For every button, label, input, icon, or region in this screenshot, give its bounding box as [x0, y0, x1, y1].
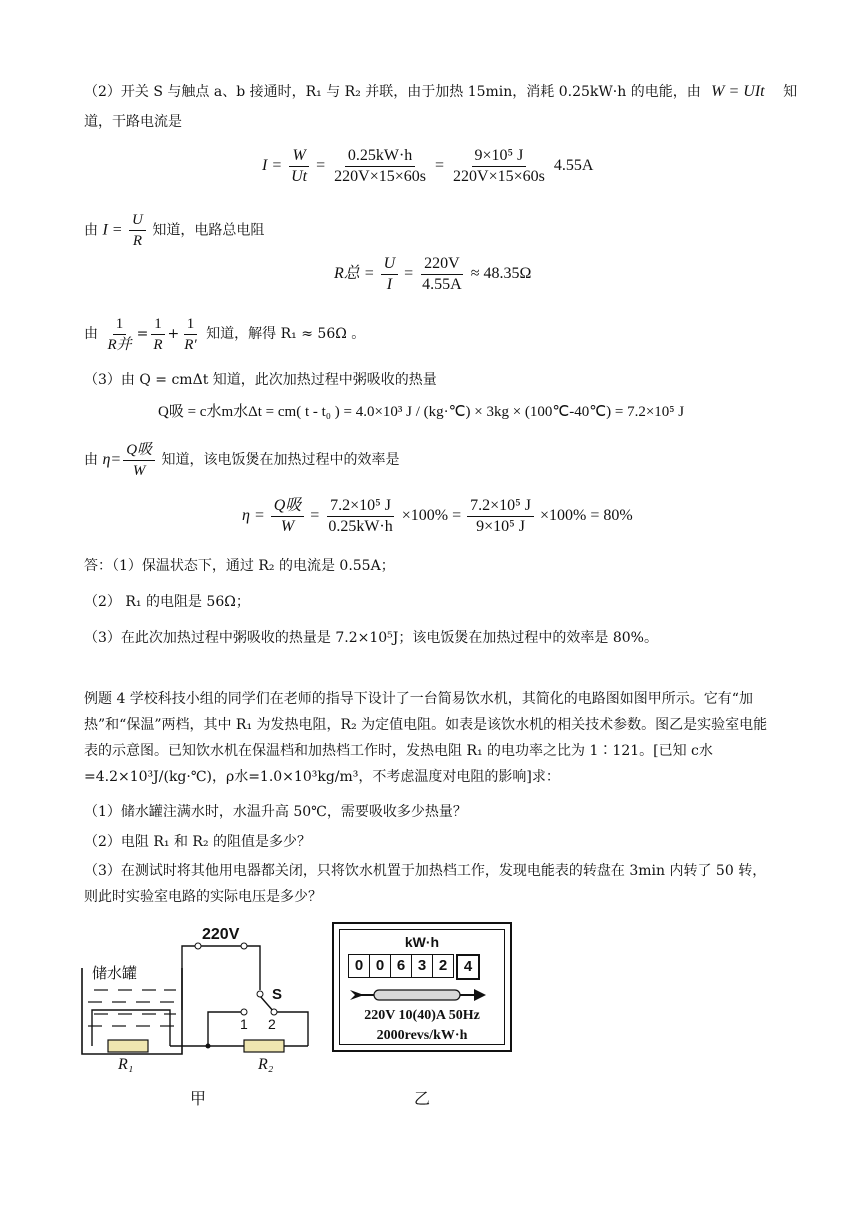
frac-num: Q吸	[271, 496, 305, 517]
fraction	[288, 146, 310, 187]
part3-line1: （3）由 Q = cmΔt 知道，此次加热过程中粥吸收的热量	[84, 372, 437, 388]
contact-1-label: 1	[240, 1016, 248, 1032]
text-you: 由	[84, 452, 98, 468]
meter-unit: kW·h	[404, 934, 440, 950]
frac-den: 220V×15×60s	[453, 168, 545, 185]
text-you: 由	[84, 222, 98, 239]
part3-line2	[84, 438, 399, 482]
part2-text4-tail: 知道，解得 R₁ ≈ 56Ω	[206, 326, 347, 342]
example4-paragraph: 例题 4 学校科技小组的同学们在老师的指导下设计了一台简易饮水机，其简化的电路图如图甲所示。它有“加热”和“保温”两档，其中 R₁ 为发热电阻，R₂ 为定值电阻。如表是该饮水机的相关技术参数。图乙是实验室电能表的示意图。已知饮水机在保温档和加热档工作时，发热电阻 R₁ 的电功率之比为 1∶121。[已知 c水=4.2×10³J/(kg·℃)，ρ水=1.0×10³kg/m³，不考虑温度对电阻的影响]求：	[84, 691, 768, 785]
answer-2: （2） R₁ 的电阻是 56Ω；	[84, 594, 250, 610]
example4-question-3: （3）在测试时将其他用电器都关闭，只将饮水机置于加热档工作，发现电能表的转盘在 3min 内转了 50 转，则此时实验室电路的实际电压是多少？	[84, 863, 767, 905]
junction	[206, 1044, 211, 1049]
frac-num: 220V	[421, 254, 463, 275]
fraction	[271, 496, 305, 537]
frac-den: W	[132, 462, 146, 479]
formula-current-result: 4.55A	[553, 157, 594, 175]
energy-meter	[332, 922, 512, 1052]
frac-den: R并	[107, 336, 132, 353]
answer-3: （3）在此次加热过程中粥吸收的热量是 7.2×10⁵J；该电饭煲在加热过程中的效率是 80%。	[84, 630, 658, 646]
fraction	[419, 254, 465, 295]
tank-label: 储水罐	[92, 964, 138, 982]
fraction	[467, 496, 534, 537]
meter-spec-1: 220V 10(40)A 50Hz	[364, 1008, 480, 1023]
frac-den: 4.55A	[422, 276, 462, 293]
answer-1: 答：（1）保温状态下，通过 R₂ 的电流是 0.55A；	[84, 558, 395, 574]
part2-line1	[84, 82, 797, 102]
frac-den: Ut	[291, 168, 308, 185]
text-you: 由	[84, 326, 98, 342]
frac-num: Q吸	[123, 440, 155, 461]
meter-disk-icon	[350, 984, 500, 1006]
meter-spec-2: 2000revs/kW·h	[376, 1028, 468, 1043]
part2-text1: （2）开关 S 与触点 a、b 接通时，R₁ 与 R₂ 并联，由于加热 15min，消耗 0.25kW·h 的电能，由	[84, 84, 701, 100]
frac-den: 0.25kW·h	[328, 518, 393, 535]
frac-num: 1	[113, 314, 127, 335]
frac-den: R	[153, 336, 163, 353]
eta-lhs: η=	[102, 451, 122, 468]
formula-heat: Q吸 = c水m水Δt = cm( t - t₀ ) = 4.0×10³ J / (kg·℃) × 3kg × (100℃-40℃) = 7.2×10⁵ J	[158, 404, 685, 420]
frac-num: 9×10⁵ J	[472, 146, 527, 167]
terminal	[241, 943, 247, 949]
formula-resistance-result: ≈ 48.35Ω	[470, 265, 532, 283]
frac-den: R′	[184, 336, 197, 353]
formula-efficiency-result: ×100% = 80%	[539, 507, 633, 525]
frac-num: U	[381, 254, 399, 275]
part2-line3	[84, 210, 264, 251]
switch-pivot	[257, 991, 263, 997]
fraction	[325, 496, 395, 537]
frac-num: 0.25kW·h	[345, 146, 415, 167]
water-lines	[88, 990, 176, 1026]
fraction	[331, 146, 429, 187]
frac-num: U	[129, 210, 146, 231]
frac-den: R	[132, 233, 143, 249]
part2-text3-tail: 知道，电路总电阻	[152, 222, 265, 239]
formula-efficiency-mid: ×100% =	[401, 507, 462, 525]
fraction	[129, 210, 146, 251]
r1-label: R₁	[118, 1056, 134, 1073]
part2-text1-tail: 知	[783, 84, 798, 100]
frac-den: 9×10⁵ J	[476, 518, 525, 535]
frac-den: 220V×15×60s	[334, 168, 426, 185]
frac-num: 1	[184, 314, 198, 335]
meter-digits	[348, 954, 480, 980]
part2-line4: 由 $\frac{1}{\text{R并}}$ = $\frac{1}{R}$ + $\frac{1}{R'}$ 知道，解得 R₁ ≈ 56Ω 。	[84, 315, 366, 353]
meter-digit-decimal: 4	[456, 954, 480, 980]
frac-num: 7.2×10⁵ J	[327, 496, 394, 517]
formula-resistance: R总 = $\frac{U}{I}$ = $\frac{220V}{4.55A}$ ≈ 48.35Ω	[334, 255, 532, 293]
fraction	[181, 314, 199, 355]
example4-question-2: （2）电阻 R₁ 和 R₂ 的阻值是多少？	[84, 834, 312, 850]
meter-digit: 3	[412, 954, 433, 978]
frac-num: 1	[151, 314, 165, 335]
ohm-lhs: I =	[102, 221, 123, 239]
switch-label: S	[272, 986, 283, 1003]
frac-num: W	[289, 146, 308, 167]
contact-1	[241, 1009, 247, 1015]
contact-2	[271, 1009, 277, 1015]
formula-current: I = $\frac{W}{Ut}$ = $\frac{0.25kW\cdot h}{220V\times 15\times 60s}$ = $\frac{\text{9×10⁵ J}}{220V\times 15\times 60s}$ 4.55A	[262, 147, 594, 185]
meter-digit: 0	[370, 954, 391, 978]
fraction	[381, 254, 399, 295]
part3-text2-tail: 知道，该电饭煲在加热过程中的效率是	[161, 452, 400, 468]
part2-text4-end: 。	[351, 326, 366, 342]
frac-den: W	[280, 518, 295, 535]
fraction	[123, 440, 155, 481]
r2-label: R₂	[258, 1056, 274, 1073]
resistor-r2	[244, 1040, 284, 1052]
meter-digit: 6	[391, 954, 412, 978]
circuit-diagram	[78, 924, 328, 1114]
frac-den: I	[386, 276, 393, 293]
figure-b-caption: 乙	[414, 1089, 431, 1108]
formula-efficiency: η = $\frac{\text{Q吸}}{W}$ = $\frac{\text{7.2×10⁵ J}}{0.25kW\cdot h}$ ×100% = $\frac{\text{7.2×10⁵ J}}{\text{9×10⁵ J}}$ ×100% = 80%	[242, 497, 633, 535]
fraction	[450, 146, 548, 187]
frac-num: 7.2×10⁵ J	[467, 496, 534, 517]
figure-a-caption: 甲	[190, 1089, 207, 1108]
formula-current-lhs: I =	[262, 157, 283, 175]
terminal	[195, 943, 201, 949]
fraction	[104, 314, 134, 355]
formula-w-uit: W = UIt	[711, 83, 765, 100]
example4-question-1: （1）储水罐注满水时，水温升高 50℃，需要吸收多少热量？	[84, 804, 467, 820]
meter-digit: 2	[433, 954, 454, 978]
meter-digit: 0	[348, 954, 370, 978]
resistor-r1	[108, 1040, 148, 1052]
fraction	[150, 314, 165, 355]
voltage-label: 220V	[202, 926, 240, 943]
part2-line2: 道，干路电流是	[84, 114, 182, 130]
formula-resistance-lhs: R总 =	[334, 265, 375, 283]
formula-efficiency-lhs: η =	[242, 507, 265, 525]
contact-2-label: 2	[268, 1016, 276, 1032]
